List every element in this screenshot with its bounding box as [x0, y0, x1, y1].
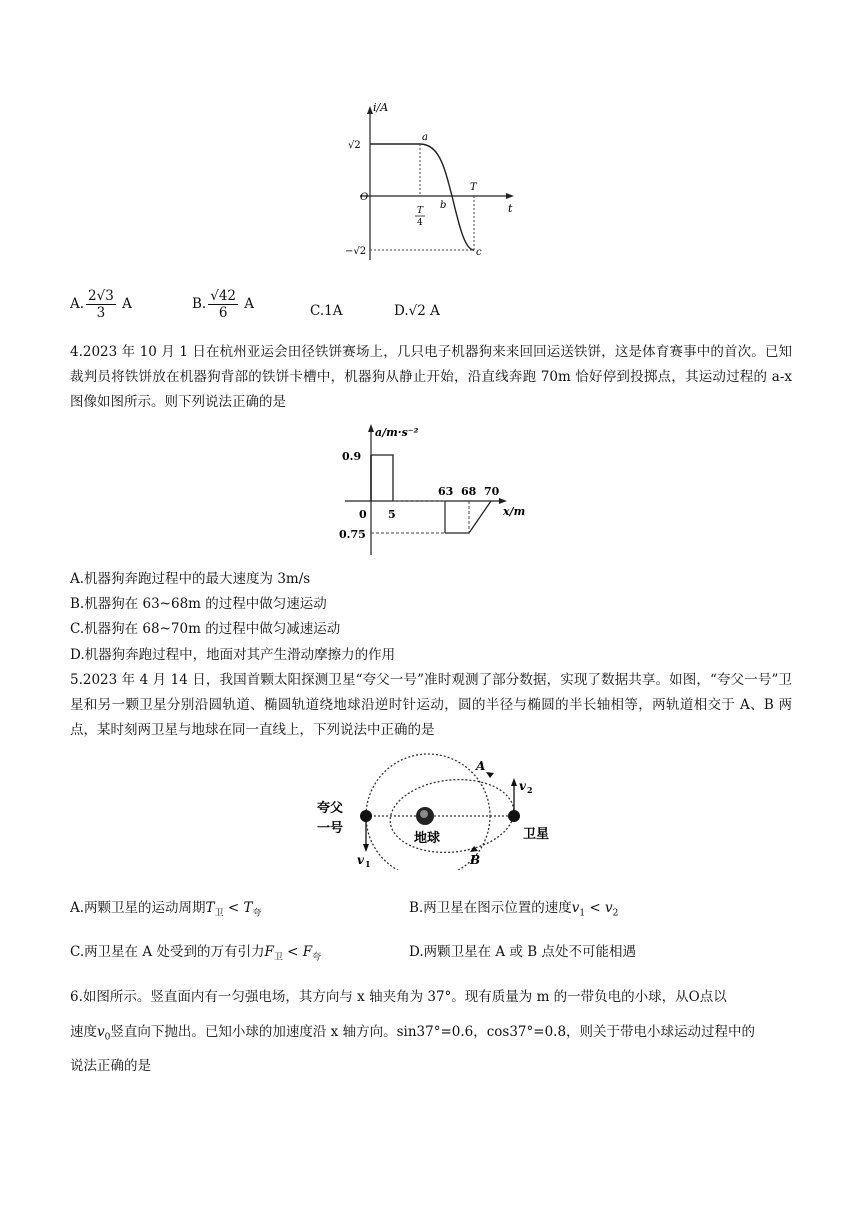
v2-sub: 2 [527, 785, 533, 795]
kuafu-label-line2: 一号 [317, 821, 344, 836]
xtick-mid-num: T [417, 206, 424, 216]
orbit-diagram [300, 750, 560, 870]
q3-option-d: D.√2 A [394, 303, 440, 319]
ax-ytop: 0.9 [342, 450, 362, 463]
q4-option-a: A.机器狗奔跑过程中的最大速度为 3m/s [70, 571, 311, 587]
q4-stem: 4.2023 年 10 月 1 日在杭州亚运会田径铁饼赛场上，几只电子机器狗来来回回运送铁饼，这是体育赛事中的首次。已知裁判员将铁饼放在机器狗背部的铁饼卡槽中，机器狗从静止开始，沿直线奔跑 70m 恰好停到投掷点，其运动过程的 a-x 图像如图所示。则下列说法正确的是 [70, 344, 792, 410]
q6-line1: 6.如图所示。竖直面内有一匀强电场，其方向与 x 轴夹角为 37°。现有质量为 m 的一带负电的小球，从O点以 [70, 989, 727, 1005]
q3-b-numerator: √42 [210, 288, 236, 304]
q5-option-b: B.两卫星在图示位置的速度$v_1 < v_2$ [409, 900, 619, 919]
ax-xlabel: x/m [503, 505, 526, 518]
q5-option-c: C.两卫星在 A 处受到的万有引力$F_卫 < F_夸$ [70, 944, 322, 963]
earth-label: 地球 [414, 831, 441, 846]
ytick-top: √2 [348, 140, 361, 151]
ax-x63: 63 [438, 485, 454, 498]
xtick-mid-den: 4 [417, 218, 423, 228]
point-a-label: a [422, 132, 428, 143]
q3-option-c: C.1A [310, 303, 343, 319]
v2-label: v [519, 779, 526, 793]
q5-option-a: A.两颗卫星的运动周期$T_卫 < T_夸$ [70, 900, 262, 919]
v1-sub: 1 [365, 859, 371, 869]
acceleration-position-graph [335, 420, 535, 560]
ytick-bottom: −√2 [345, 246, 367, 257]
xtick-end: T [470, 182, 477, 193]
axis-y-label: i/A [373, 101, 389, 114]
q6-line2: 速度$v_0$竖直向下抛出。已知小球的加速度沿 x 轴方向。sin37°=0.6，cos37°=0.8，则关于带电小球运动过程中的 [70, 1024, 756, 1043]
q5-stem: 5.2023 年 4 月 14 日，我国首颗太阳探测卫星“夸父一号”准时观测了部分数据，实现了数据共享。如图，“夸父一号”卫星和另一颗卫星分别沿圆轨道、椭圆轨道绕地球沿逆时针运动，圆的半径与椭圆的半长轴相等，两轨道相交于 A、B 两点，某时刻两卫星与地球在同一直线上，下列说法中正确的是 [70, 672, 792, 738]
satellite-label: 卫星 [523, 827, 550, 842]
q3-a-denominator: 3 [96, 305, 106, 321]
point-a-label: A [476, 759, 486, 773]
q3-b-denominator: 6 [218, 305, 228, 321]
q3-option-a: A. $\frac{2√3}{3}$ A [70, 288, 132, 321]
point-c-label: c [476, 247, 482, 258]
q4-option-c: C.机器狗在 68~70m 的过程中做匀减速运动 [70, 621, 341, 637]
ax-x68: 68 [461, 485, 477, 498]
ax-ybottom: 0.75 [339, 528, 366, 541]
q4-option-b: B.机器狗在 63~68m 的过程中做匀速运动 [70, 596, 327, 612]
ax-x5: 5 [388, 508, 396, 521]
q4-option-d: D.机器狗奔跑过程中，地面对其产生滑动摩擦力的作用 [70, 647, 396, 663]
q3-option-b: B. $\frac{√42}{6}$ A [192, 288, 255, 321]
axis-x-label: t [508, 202, 513, 215]
origin-label: O [360, 192, 369, 203]
q3-a-numerator: 2√3 [88, 288, 114, 304]
q6-line3: 说法正确的是 [70, 1058, 151, 1074]
v1-label: v [357, 853, 364, 867]
current-time-graph [340, 100, 520, 270]
q5-option-d: D.两颗卫星在 A 或 B 点处不可能相遇 [409, 944, 636, 960]
point-b-label: B [470, 853, 481, 867]
ax-x70: 70 [484, 485, 500, 498]
point-b-label: b [440, 200, 447, 211]
ax-ylabel: a/m·s⁻² [375, 426, 419, 439]
ax-origin: 0 [359, 508, 367, 521]
kuafu-label-line1: 夸父 [317, 801, 344, 816]
